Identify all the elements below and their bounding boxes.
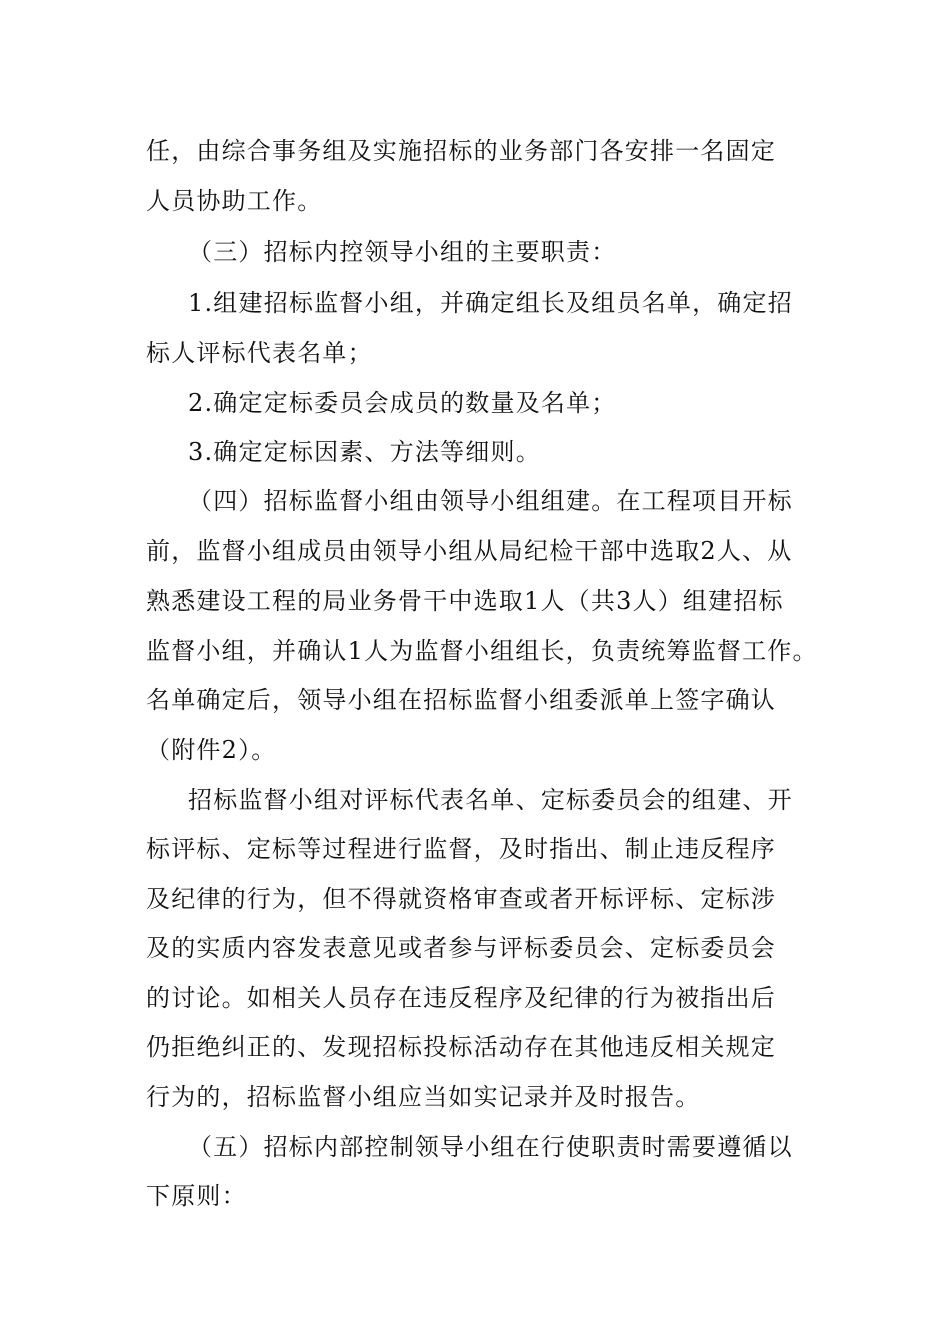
- text-line-17: 及的实质内容发表意见或者参与评标委员会、定标委员会: [146, 934, 776, 962]
- text-line-7: 3.确定定标因素、方法等细则。: [188, 438, 541, 466]
- text-line-11: 监督小组，并确认1人为监督小组组长，负责统筹监督工作。: [146, 637, 818, 665]
- text-line-2: 人员协助工作。: [146, 187, 323, 215]
- text-line-20: 行为的，招标监督小组应当如实记录并及时报告。: [146, 1083, 701, 1111]
- text-line-5: 标人评标代表名单；: [146, 339, 373, 367]
- text-line-1: 任，由综合事务组及实施招标的业务部门各安排一名固定: [146, 137, 776, 165]
- text-line-3: （三）招标内控领导小组的主要职责：: [188, 238, 617, 266]
- text-line-10: 熟悉建设工程的局业务骨干中选取1人（共3人）组建招标: [146, 587, 784, 615]
- text-line-16: 及纪律的行为，但不得就资格审查或者开标评标、定标涉: [146, 885, 776, 913]
- text-line-14: 招标监督小组对评标代表名单、定标委员会的组建、开: [188, 786, 793, 814]
- text-line-12: 名单确定后，领导小组在招标监督小组委派单上签字确认: [146, 686, 776, 714]
- text-line-19: 仍拒绝纠正的、发现招标投标活动存在其他违反相关规定: [146, 1033, 776, 1061]
- text-line-9: 前，监督小组成员由领导小组从局纪检干部中选取2人、从: [146, 537, 793, 565]
- text-line-4: 1.组建招标监督小组，并确定组长及组员名单，确定招: [188, 289, 793, 317]
- text-line-18: 的讨论。如相关人员存在违反程序及纪律的行为被指出后: [146, 984, 776, 1012]
- text-line-13: （附件2）。: [146, 736, 277, 764]
- text-line-21: （五）招标内部控制领导小组在行使职责时需要遵循以: [188, 1133, 793, 1161]
- text-line-22: 下原则：: [146, 1182, 247, 1210]
- text-line-15: 标评标、定标等过程进行监督，及时指出、制止违反程序: [146, 835, 776, 863]
- text-line-8: （四）招标监督小组由领导小组组建。在工程项目开标: [188, 487, 793, 515]
- text-line-6: 2.确定定标委员会成员的数量及名单；: [188, 389, 617, 417]
